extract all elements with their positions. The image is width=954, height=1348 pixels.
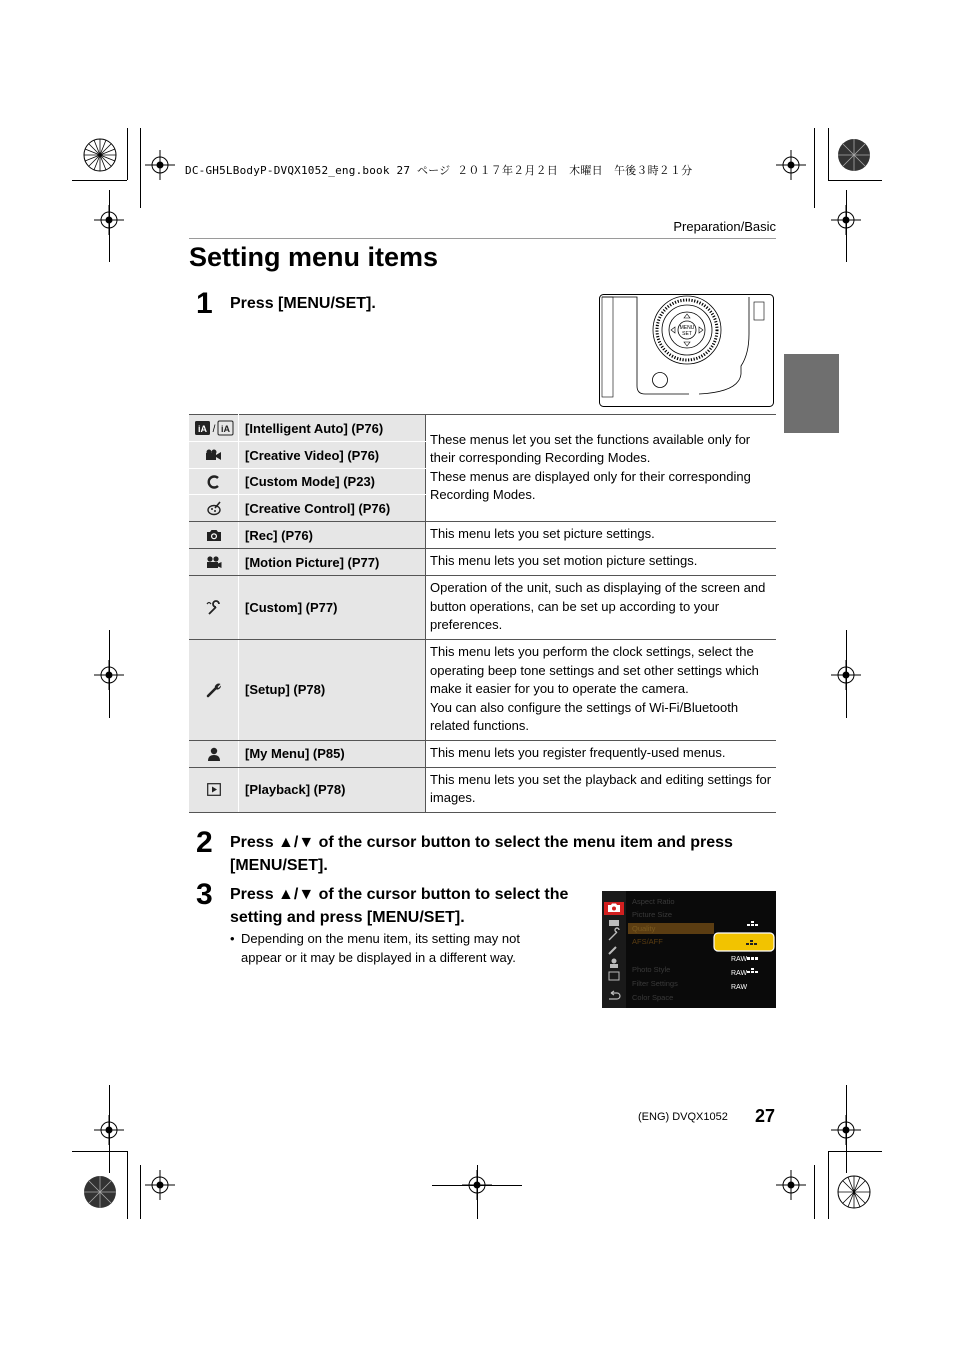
camera-dial-illustration: [599, 294, 774, 407]
step-1-number: 1: [196, 287, 213, 320]
chapter-tab: [784, 354, 839, 433]
note-text: Depending on the menu item, its setting may not appear or it may be displayed in a different way.: [241, 931, 520, 965]
wrench-icon: [189, 640, 239, 741]
table-row: [189, 522, 776, 549]
menu-screen-item: Photo Style: [632, 965, 671, 974]
table-row: [189, 549, 776, 576]
menu-name: [Custom] (P77): [239, 576, 426, 640]
menu-description: This menu lets you set the playback and editing settings for images.: [426, 767, 777, 812]
custom-mode-icon: [189, 469, 239, 495]
menu-description: This menu lets you set motion picture settings.: [426, 549, 777, 576]
svg-text:iA: iA: [197, 424, 207, 434]
registration-target-icon: [80, 1172, 120, 1212]
menu-screen-item: Filter Settings: [632, 979, 678, 988]
movie-camera-icon: [189, 549, 239, 576]
table-row: [189, 740, 776, 767]
menu-name: [Rec] (P76): [239, 522, 426, 549]
menu-screen-item: Aspect Ratio: [632, 897, 675, 906]
crosshair-icon: [145, 150, 175, 180]
selected-option-highlight[interactable]: [714, 933, 774, 951]
menu-name: [Intelligent Auto] (P76): [239, 415, 426, 442]
menu-name: [Custom Mode] (P23): [239, 469, 426, 495]
step-2-number: 2: [196, 826, 213, 859]
page-title: Setting menu items: [189, 242, 439, 272]
document-code: (ENG) DVQX1052: [638, 1111, 728, 1123]
creative-control-icon: [189, 495, 239, 522]
mode-group-description: These menus let you set the functions available only for their corresponding Recording Modes. These menus are displayed only for their corresponding Recording Modes.: [426, 415, 777, 522]
person-icon: [612, 959, 617, 964]
menu-screen-item: Quality: [632, 924, 656, 933]
step-1-text: Press [MENU/SET].: [230, 295, 376, 312]
registration-target-icon: [834, 135, 874, 175]
menu-screen-item: AFS/AFF: [632, 937, 663, 946]
step-3-text: Press ▲/▼ of the cursor button to select the setting and press [MENU/SET].: [230, 886, 569, 926]
crosshair-icon: [776, 150, 806, 180]
menu-screen-item: Color Space: [632, 993, 674, 1002]
creative-video-icon: [189, 442, 239, 469]
menu-screen-option[interactable]: RAW: [731, 956, 748, 963]
svg-text:/: /: [212, 424, 215, 435]
menu-description: This menu lets you set picture settings.: [426, 522, 777, 549]
page-number: 27: [755, 1106, 776, 1126]
playback-icon: [189, 767, 239, 812]
step-3-number: 3: [196, 878, 213, 911]
table-row: [189, 767, 776, 812]
registration-target-icon: [834, 1172, 874, 1212]
bullet: •: [230, 931, 235, 946]
menu-name: [Creative Video] (P76): [239, 442, 426, 469]
section-label: Preparation/Basic: [673, 219, 776, 234]
header-rule: [189, 238, 776, 239]
menu-set-label: MENU: [679, 325, 695, 331]
menu-name: [Setup] (P78): [239, 640, 426, 741]
menu-screen-item: Picture Size: [632, 910, 673, 919]
menu-screen-option[interactable]: RAW: [731, 970, 748, 977]
custom-wrench-icon: [189, 576, 239, 640]
intelligent-auto-icon: [189, 415, 239, 442]
menu-name: [Motion Picture] (P77): [239, 549, 426, 576]
menu-name: [My Menu] (P85): [239, 740, 426, 767]
print-header: DC-GH5LBodyP-DVQX1052_eng.book 27 ページ ２０１７年２月２日 木曜日 午後３時２１分: [185, 164, 693, 177]
menu-name: [Creative Control] (P76): [239, 495, 426, 522]
table-row: [189, 415, 776, 442]
camera-icon: [189, 522, 239, 549]
crosshair-icon: [776, 1170, 806, 1200]
step-2-text: Press ▲/▼ of the cursor button to select the menu item and press [MENU/SET].: [230, 834, 733, 874]
menu-screen-option[interactable]: RAW: [731, 984, 748, 991]
movie-camera-icon: [609, 920, 619, 926]
registration-target-icon: [80, 135, 120, 175]
menu-items-table: [189, 414, 776, 813]
menu-name: [Playback] (P78): [239, 767, 426, 812]
svg-text:SET: SET: [682, 331, 692, 337]
crosshair-icon: [145, 1170, 175, 1200]
table-row: [189, 640, 776, 741]
menu-description: Operation of the unit, such as displaying of the screen and button operations, can be set up according to your preferences.: [426, 576, 777, 640]
table-row: [189, 576, 776, 640]
camera-menu-screen: [602, 891, 776, 1008]
person-icon: [189, 740, 239, 767]
menu-description: This menu lets you perform the clock settings, select the operating beep tone settings and set other settings which make it easier for you to operate the camera. You can also configure the settings of Wi-Fi/Bluetooth related functions.: [426, 640, 777, 741]
svg-text:iA: iA: [220, 424, 230, 434]
menu-description: This menu lets you register frequently-used menus.: [426, 740, 777, 767]
note: [230, 930, 560, 967]
